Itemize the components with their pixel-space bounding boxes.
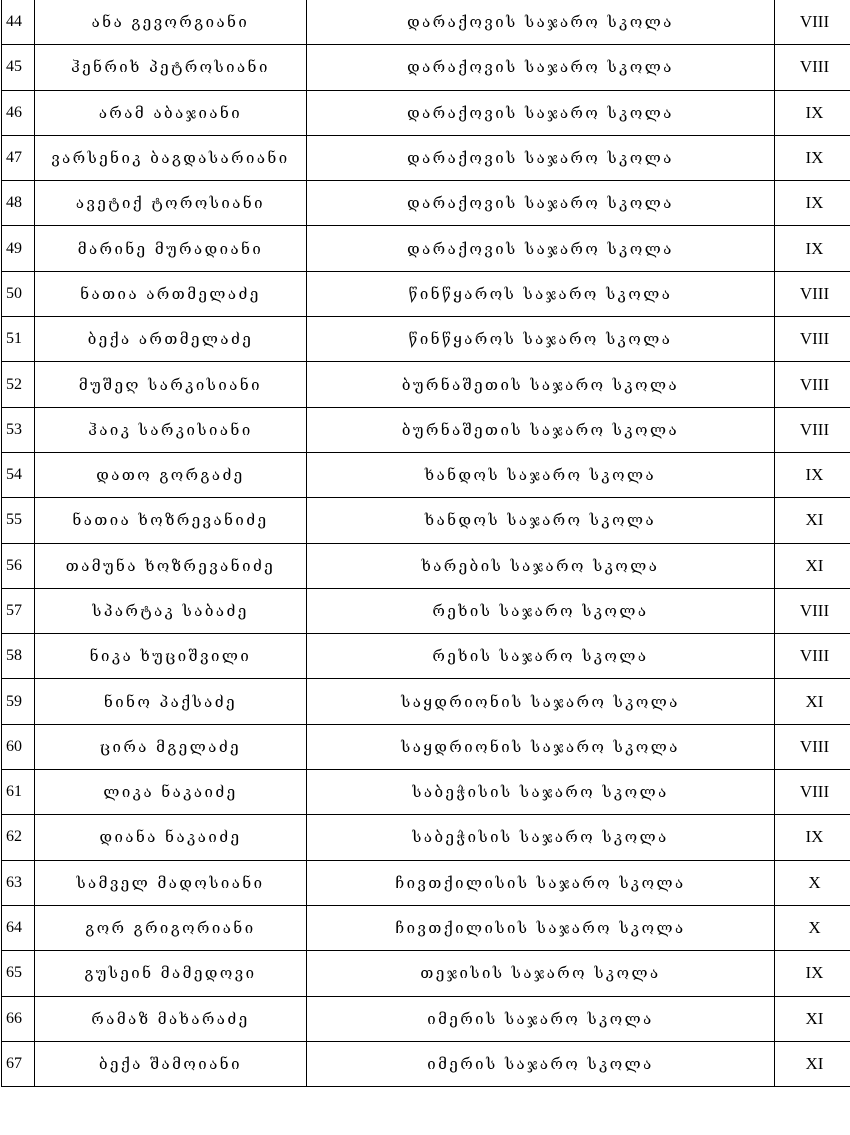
student-name-cell: რამაზ მახარაძე [35, 996, 307, 1041]
row-number-cell: 46 [2, 90, 35, 135]
grade-cell: XI [775, 1041, 850, 1086]
row-number-cell: 51 [2, 317, 35, 362]
school-name-cell: დარაქოვის საჯარო სკოლა [307, 90, 775, 135]
table-row [2, 135, 850, 180]
table-row [2, 181, 850, 226]
row-number-cell: 62 [2, 815, 35, 860]
grade-cell: IX [775, 135, 850, 180]
grade-cell: XI [775, 498, 850, 543]
row-number-cell: 47 [2, 135, 35, 180]
student-name-cell: ჰენრიხ პეტროსიანი [35, 45, 307, 90]
student-name-cell: მარინე მურადიანი [35, 226, 307, 271]
row-number-cell: 55 [2, 498, 35, 543]
student-name-cell: არამ აბაჯიანი [35, 90, 307, 135]
grade-cell: VIII [775, 271, 850, 316]
table-row [2, 317, 850, 362]
student-name-cell: ავეტიქ ტოროსიანი [35, 181, 307, 226]
school-name-cell: ჩივთქილისის საჯარო სკოლა [307, 905, 775, 950]
student-name-cell: სპარტაკ საბაძე [35, 588, 307, 633]
student-name-cell: ცირა მგელაძე [35, 724, 307, 769]
table-row [2, 588, 850, 633]
grade-cell: VIII [775, 770, 850, 815]
row-number-cell: 61 [2, 770, 35, 815]
row-number-cell: 44 [2, 0, 35, 45]
table-row [2, 226, 850, 271]
school-name-cell: იმერის საჯარო სკოლა [307, 996, 775, 1041]
student-name-cell: ნათია ართმელაძე [35, 271, 307, 316]
school-name-cell: დარაქოვის საჯარო სკოლა [307, 0, 775, 45]
row-number-cell: 59 [2, 679, 35, 724]
grade-cell: IX [775, 452, 850, 497]
grade-cell: X [775, 860, 850, 905]
student-name-cell: ბექა შამოიანი [35, 1041, 307, 1086]
student-name-cell: თამუნა ხოზრევანიძე [35, 543, 307, 588]
row-number-cell: 67 [2, 1041, 35, 1086]
school-name-cell: ხანდოს საჯარო სკოლა [307, 498, 775, 543]
table-row [2, 815, 850, 860]
row-number-cell: 58 [2, 634, 35, 679]
school-name-cell: ბურნაშეთის საჯარო სკოლა [307, 362, 775, 407]
grade-cell: VIII [775, 634, 850, 679]
school-name-cell: საყდრიონის საჯარო სკოლა [307, 724, 775, 769]
school-name-cell: წინწყაროს საჯარო სკოლა [307, 317, 775, 362]
table-row [2, 271, 850, 316]
student-name-cell: ბექა ართმელაძე [35, 317, 307, 362]
row-number-cell: 54 [2, 452, 35, 497]
table-row [2, 634, 850, 679]
row-number-cell: 66 [2, 996, 35, 1041]
grade-cell: IX [775, 90, 850, 135]
grade-cell: XI [775, 679, 850, 724]
grade-cell: VIII [775, 588, 850, 633]
school-name-cell: ჩივთქილისის საჯარო სკოლა [307, 860, 775, 905]
school-name-cell: ხანდოს საჯარო სკოლა [307, 452, 775, 497]
student-name-cell: ნათია ხოზრევანიძე [35, 498, 307, 543]
grade-cell: IX [775, 181, 850, 226]
school-name-cell: რეხის საჯარო სკოლა [307, 634, 775, 679]
school-name-cell: ბურნაშეთის საჯარო სკოლა [307, 407, 775, 452]
row-number-cell: 56 [2, 543, 35, 588]
school-name-cell: თეჯისის საჯარო სკოლა [307, 951, 775, 996]
student-name-cell: ანა გევორგიანი [35, 0, 307, 45]
table-row [2, 45, 850, 90]
grade-cell: VIII [775, 362, 850, 407]
table-row [2, 452, 850, 497]
table-row [2, 770, 850, 815]
grade-cell: VIII [775, 45, 850, 90]
school-name-cell: იმერის საჯარო სკოლა [307, 1041, 775, 1086]
student-name-cell: დიანა ნაკაიძე [35, 815, 307, 860]
school-name-cell: დარაქოვის საჯარო სკოლა [307, 226, 775, 271]
student-name-cell: ვარსენიკ ბაგდასარიანი [35, 135, 307, 180]
row-number-cell: 63 [2, 860, 35, 905]
school-name-cell: წინწყაროს საჯარო სკოლა [307, 271, 775, 316]
row-number-cell: 57 [2, 588, 35, 633]
school-name-cell: დარაქოვის საჯარო სკოლა [307, 181, 775, 226]
school-name-cell: დარაქოვის საჯარო სკოლა [307, 135, 775, 180]
grade-cell: X [775, 905, 850, 950]
grade-cell: IX [775, 226, 850, 271]
table-row [2, 860, 850, 905]
student-name-cell: ჰაიკ სარკისიანი [35, 407, 307, 452]
table-row [2, 498, 850, 543]
grade-cell: XI [775, 996, 850, 1041]
row-number-cell: 52 [2, 362, 35, 407]
grade-cell: XI [775, 543, 850, 588]
grade-cell: VIII [775, 724, 850, 769]
table-row [2, 362, 850, 407]
student-name-cell: ნინო პაქსაძე [35, 679, 307, 724]
student-name-cell: გორ გრიგორიანი [35, 905, 307, 950]
student-name-cell: გუსეინ მამედოვი [35, 951, 307, 996]
school-name-cell: ხარების საჯარო სკოლა [307, 543, 775, 588]
school-name-cell: დარაქოვის საჯარო სკოლა [307, 45, 775, 90]
row-number-cell: 48 [2, 181, 35, 226]
school-name-cell: საბეჭისის საჯარო სკოლა [307, 770, 775, 815]
table-row [2, 724, 850, 769]
row-number-cell: 65 [2, 951, 35, 996]
student-name-cell: მუშეღ სარკისიანი [35, 362, 307, 407]
student-table-body [2, 0, 850, 1087]
student-name-cell: დათო გორგაძე [35, 452, 307, 497]
row-number-cell: 45 [2, 45, 35, 90]
student-table [1, 0, 850, 1087]
table-row [2, 407, 850, 452]
row-number-cell: 53 [2, 407, 35, 452]
grade-cell: VIII [775, 0, 850, 45]
table-row [2, 90, 850, 135]
row-number-cell: 50 [2, 271, 35, 316]
row-number-cell: 60 [2, 724, 35, 769]
school-name-cell: საბეჭისის საჯარო სკოლა [307, 815, 775, 860]
student-name-cell: სამველ მადოსიანი [35, 860, 307, 905]
grade-cell: IX [775, 815, 850, 860]
grade-cell: VIII [775, 407, 850, 452]
table-row [2, 0, 850, 45]
grade-cell: VIII [775, 317, 850, 362]
student-name-cell: ნიკა ხუციშვილი [35, 634, 307, 679]
row-number-cell: 49 [2, 226, 35, 271]
student-name-cell: ლიკა ნაკაიძე [35, 770, 307, 815]
school-name-cell: საყდრიონის საჯარო სკოლა [307, 679, 775, 724]
table-row [2, 996, 850, 1041]
table-row [2, 1041, 850, 1086]
school-name-cell: რეხის საჯარო სკოლა [307, 588, 775, 633]
table-row [2, 543, 850, 588]
table-row [2, 951, 850, 996]
table-row [2, 905, 850, 950]
grade-cell: IX [775, 951, 850, 996]
table-row [2, 679, 850, 724]
row-number-cell: 64 [2, 905, 35, 950]
